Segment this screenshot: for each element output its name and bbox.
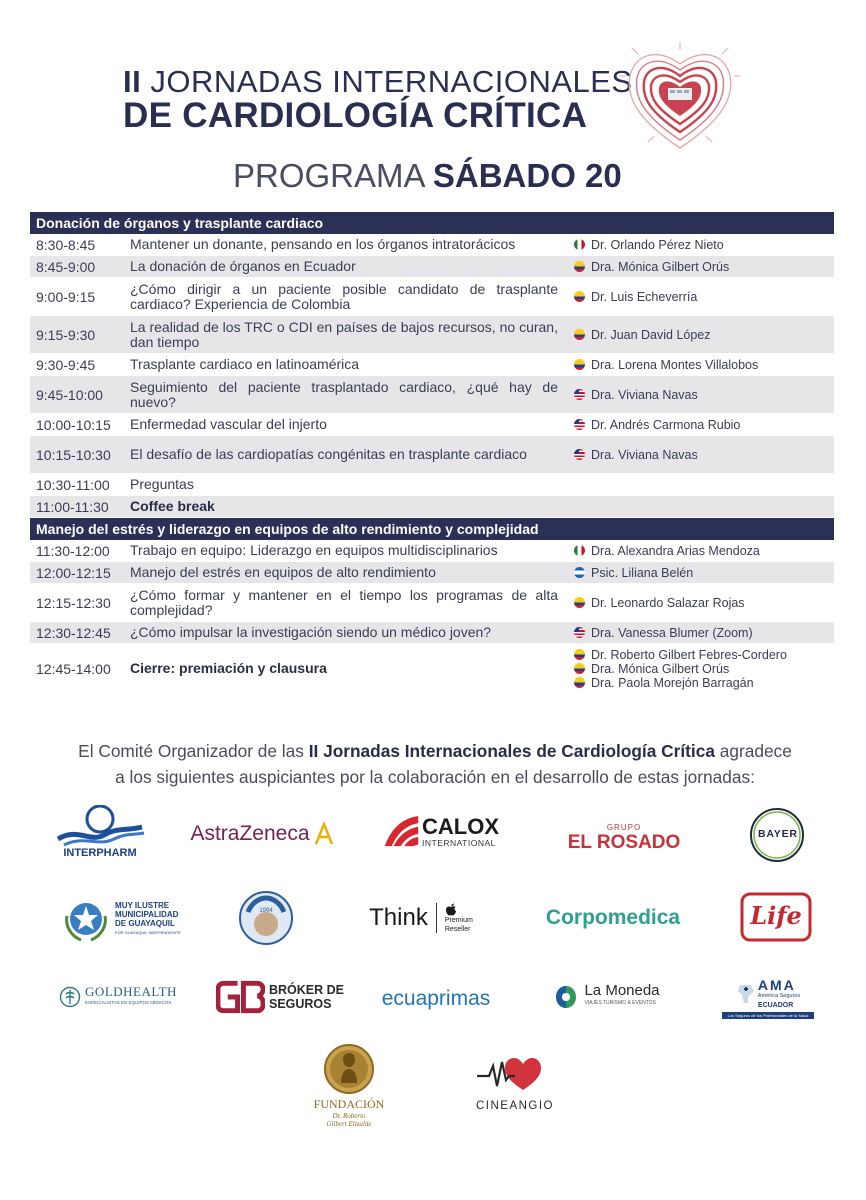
speaker — [574, 676, 834, 690]
session-topic: ¿Cómo impulsar la investigación siendo un médico joven? — [130, 624, 492, 640]
sponsor-broker-de-seguros: BRÓKER DE SEGUROS — [216, 978, 344, 1016]
section-header: Manejo del estrés y liderazgo en equipos de alto rendimiento y complejidad — [30, 518, 834, 540]
speaker-name: Dr. Juan David López — [591, 327, 711, 342]
session-time: 10:30-11:00 — [36, 476, 110, 493]
session-time: 11:30-12:00 — [36, 542, 110, 559]
la-moneda-logo-icon — [552, 983, 580, 1011]
session-time: 9:45-10:00 — [36, 386, 103, 403]
schedule-row — [30, 540, 834, 562]
program-table — [30, 212, 834, 694]
country-flag-icon — [574, 291, 585, 302]
session-time: 12:00-12:15 — [36, 564, 111, 581]
session-topic: Cierre: premiación y clausura — [130, 660, 327, 676]
schedule-row — [30, 414, 834, 436]
speaker — [574, 260, 834, 274]
header — [0, 50, 866, 200]
sponsor-interpharm: INTERPHARM — [50, 800, 150, 864]
country-flag-icon — [574, 329, 585, 340]
country-flag-icon — [574, 663, 585, 674]
sponsor-cineangio: CINEANGIO — [470, 1050, 560, 1116]
schedule-row — [30, 278, 834, 316]
schedule-row — [30, 354, 834, 376]
session-time: 12:15-12:30 — [36, 594, 111, 611]
speaker-name: Dr. Orlando Pérez Nieto — [591, 237, 724, 252]
schedule-row — [30, 584, 834, 622]
country-flag-icon — [574, 261, 585, 272]
speaker-name: Dra. Mónica Gilbert Orús — [591, 661, 730, 676]
heart-logo-icon — [618, 36, 742, 160]
schedule-row — [30, 316, 834, 354]
astrazeneca-swirl-icon — [312, 820, 336, 848]
apple-icon — [445, 903, 457, 916]
session-topic: Manejo del estrés en equipos de alto rendimiento — [130, 564, 436, 580]
sponsor-goldhealth: GOLDHEALTH ESPECIALISTAS EN EQUIPOS MÉDICOS — [52, 980, 184, 1014]
speaker-name: Dr. Roberto Gilbert Febres-Cordero — [591, 647, 787, 662]
sponsor-municipalidad-guayaquil: MUY ILUSTRE MUNICIPALIDAD DE GUAYAQUIL POR GUAYAQUIL INDEPENDIENTE — [46, 893, 196, 945]
cineangio-heart-pulse-icon — [475, 1054, 555, 1094]
session-speakers — [562, 544, 834, 558]
calox-logo-icon — [383, 812, 420, 852]
session-speakers — [562, 388, 834, 402]
speaker-name: Dr. Luis Echeverría — [591, 289, 698, 304]
session-time: 12:45-14:00 — [36, 660, 111, 677]
session-speakers — [562, 328, 834, 342]
schedule-row — [30, 256, 834, 278]
speaker — [574, 328, 834, 342]
country-flag-icon — [574, 567, 585, 578]
session-topic: Seguimiento del paciente trasplantado cardiaco, ¿qué hay de nuevo? — [130, 378, 558, 410]
sponsor-fundacion-roberto-gilbert: FUNDACIÓN Dr. Roberto Gilbert Elizalde — [314, 1042, 384, 1128]
gb-monogram-icon — [216, 979, 265, 1015]
speaker-name: Dr. Leonardo Salazar Rojas — [591, 595, 745, 610]
speaker-name: Dra. Viviana Navas — [591, 387, 698, 402]
country-flag-icon — [574, 449, 585, 460]
speaker-name: Dra. Lorena Montes Villalobos — [591, 357, 759, 372]
country-flag-icon — [574, 545, 585, 556]
session-topic: ¿Cómo dirigir a un paciente posible candidato de trasplante cardiaco? Experiencia de Colombia — [130, 280, 558, 312]
guayaquil-star-seal-icon — [61, 894, 111, 944]
schedule-row — [30, 644, 834, 694]
country-flag-icon — [574, 389, 585, 400]
speaker — [574, 544, 834, 558]
sponsor-grupo-resguasa: GRUPO RESGUASA 1994 — [238, 890, 294, 946]
schedule-row — [30, 474, 834, 496]
program-title: PROGRAMA SÁBADO 20 — [233, 157, 622, 194]
speaker — [574, 358, 834, 372]
resguasa-seal-icon — [238, 890, 294, 946]
session-time: 9:15-9:30 — [36, 326, 96, 343]
session-speakers — [562, 260, 834, 274]
session-topic: Trasplante cardiaco en latinoamérica — [130, 356, 360, 372]
speaker — [574, 448, 834, 462]
sponsor-think-apple-reseller: Think Premium Reseller — [369, 904, 473, 933]
speaker-name: Psic. Liliana Belén — [591, 565, 694, 580]
session-topic: La realidad de los TRC o CDI en países de bajos recursos, no curan, dan tiempo — [130, 318, 558, 350]
speaker-name: Dra. Alexandra Arias Mendoza — [591, 543, 760, 558]
speaker-name: Dra. Viviana Navas — [591, 447, 698, 462]
session-speakers — [562, 358, 834, 372]
sponsor-corpomedica: Corpomedica — [545, 906, 681, 929]
event-title-line1: II JORNADAS INTERNACIONALES — [123, 64, 633, 99]
country-flag-icon — [574, 419, 585, 430]
sponsor-bayer: BAYER — [748, 806, 806, 864]
session-speakers — [562, 648, 834, 690]
speaker — [574, 662, 834, 676]
session-speakers — [562, 448, 834, 462]
sponsor-astrazeneca: AstraZeneca — [190, 812, 336, 856]
sponsor-life: Life — [740, 892, 812, 942]
session-topic: Coffee break — [130, 498, 215, 514]
country-flag-icon — [574, 239, 585, 250]
session-speakers — [562, 626, 834, 640]
sponsor-la-moneda: La Moneda VIAJES TURISMO & EVENTOS — [544, 980, 668, 1014]
speaker-name: Dra. Paola Morejón Barragán — [591, 675, 754, 690]
session-speakers — [562, 238, 834, 252]
session-time: 11:00-11:30 — [36, 498, 109, 515]
schedule-row — [30, 376, 834, 414]
section-header: Donación de órganos y trasplante cardiaco — [30, 212, 834, 234]
session-speakers — [562, 290, 834, 304]
speaker — [574, 238, 834, 252]
session-topic: Mantener un donante, pensando en los órganos intratorácicos — [130, 236, 516, 252]
sponsor-ecuaprimas: ecuaprimas — [381, 987, 491, 1010]
schedule-row — [30, 622, 834, 644]
session-speakers — [562, 566, 834, 580]
event-title-line2: DE CARDIOLOGÍA CRÍTICA — [123, 96, 588, 135]
session-topic: La donación de órganos en Ecuador — [130, 258, 356, 274]
session-time: 8:30-8:45 — [36, 236, 96, 253]
session-time: 10:15-10:30 — [36, 446, 111, 463]
speaker-name: Dr. Andrés Carmona Rubio — [591, 417, 741, 432]
session-topic: Trabajo en equipo: Liderazgo en equipos multidisciplinarios — [130, 542, 498, 558]
country-flag-icon — [574, 597, 585, 608]
speaker — [574, 648, 834, 662]
speaker — [574, 290, 834, 304]
acknowledgement-text: El Comité Organizador de las II Jornadas Internacionales de Cardiología Crítica agradece a los siguientes auspiciantes por la colaboración en el desarrollo de estas jornadas: — [78, 741, 792, 787]
country-flag-icon — [574, 677, 585, 688]
speaker-name: Dra. Vanessa Blumer (Zoom) — [591, 625, 753, 640]
sponsor-el-rosado: GRUPO EL ROSADO — [567, 822, 681, 853]
session-time: 12:30-12:45 — [36, 624, 111, 641]
session-time: 10:00-10:15 — [36, 416, 111, 433]
session-topic: El desafío de las cardiopatías congénitas en trasplante cardiaco — [130, 446, 527, 462]
speaker — [574, 566, 834, 580]
session-topic: Enfermedad vascular del injerto — [130, 416, 327, 432]
speaker — [574, 418, 834, 432]
sponsor-ama-america-seguros: AMA América Seguros ECUADOR Los Seguros de los Profesionales de la Salud — [722, 974, 814, 1022]
ama-map-icon — [736, 983, 756, 1005]
session-time: 9:30-9:45 — [36, 356, 96, 373]
country-flag-icon — [574, 359, 585, 370]
session-time: 9:00-9:15 — [36, 288, 96, 305]
session-topic: Preguntas — [130, 476, 194, 492]
speaker — [574, 388, 834, 402]
speaker — [574, 596, 834, 610]
schedule-row — [30, 436, 834, 474]
sponsor-calox: CALOX INTERNATIONAL — [383, 810, 499, 854]
schedule-row — [30, 562, 834, 584]
speaker-name: Dra. Mónica Gilbert Orús — [591, 259, 730, 274]
interpharm-logo-icon — [54, 805, 146, 847]
country-flag-icon — [574, 627, 585, 638]
country-flag-icon — [574, 649, 585, 660]
think-divider — [436, 903, 437, 933]
schedule-row — [30, 496, 834, 518]
speaker — [574, 626, 834, 640]
session-time: 8:45-9:00 — [36, 258, 96, 275]
goldhealth-caduceus-icon — [59, 986, 81, 1008]
session-topic: ¿Cómo formar y mantener en el tiempo los programas de alta complejidad? — [130, 586, 558, 618]
session-speakers — [562, 418, 834, 432]
schedule-row — [30, 234, 834, 256]
fundacion-medallion-icon — [323, 1043, 375, 1095]
session-speakers — [562, 596, 834, 610]
